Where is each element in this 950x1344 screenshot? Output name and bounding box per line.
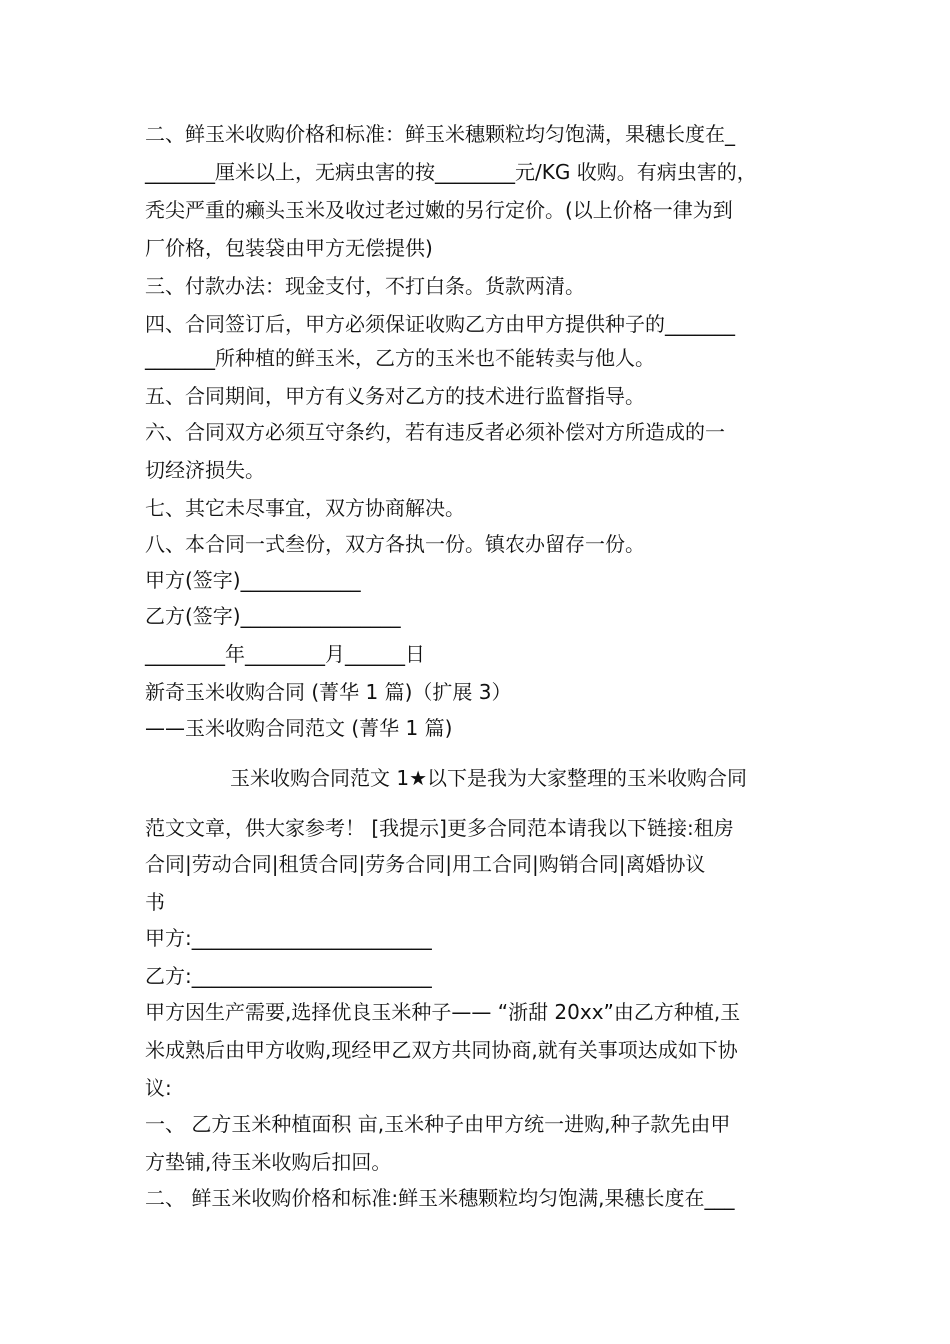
text-line: 议:: [145, 1076, 172, 1100]
text-line: 六、合同双方必须互守条约，若有违反者必须补偿对方所造成的一: [145, 420, 725, 444]
text-line: 玉米收购合同范文 1★以下是我为大家整理的玉米收购合同: [230, 766, 748, 790]
text-line: 范文文章，供大家参考！ [我提示]更多合同范本请我以下链接:租房: [145, 816, 734, 840]
signature-line-party-b: 乙方(签字)________________: [145, 604, 401, 628]
text-line: 合同|劳动合同|租赁合同|劳务合同|用工合同|购销合同|离婚协议: [145, 852, 706, 876]
text-line: 方垫铺,待玉米收购后扣回。: [145, 1150, 392, 1174]
signature-line-party-a: 甲方(签字)____________: [145, 568, 361, 592]
text-line: 八、本合同一式叁份，双方各执一份。镇农办留存一份。: [145, 532, 645, 556]
party-a-field: 甲方:________________________: [145, 926, 432, 950]
text-line: 一、 乙方玉米种植面积 亩,玉米种子由甲方统一进购,种子款先由甲: [145, 1112, 731, 1136]
party-b-field: 乙方:________________________: [145, 964, 432, 988]
text-line: _______厘米以上，无病虫害的按________元/KG 收购。有病虫害的，: [145, 160, 757, 184]
text-line: 厂价格，包装袋由甲方无偿提供): [145, 236, 433, 260]
text-line: 米成熟后由甲方收购,现经甲乙双方共同协商,就有关事项达成如下协: [145, 1038, 738, 1062]
section-subtitle: ——玉米收购合同范文 (菁华 1 篇): [145, 716, 453, 740]
text-line: 甲方因生产需要,选择优良玉米种子—— “浙甜 20xx”由乙方种植,玉: [145, 1000, 741, 1024]
text-line: 二、 鲜玉米收购价格和标准:鲜玉米穗颗粒均匀饱满,果穗长度在___: [145, 1186, 735, 1210]
text-line: 秃尖严重的癞头玉米及收过老过嫩的另行定价。(以上价格一律为到: [145, 198, 733, 222]
text-line: 五、合同期间，甲方有义务对乙方的技术进行监督指导。: [145, 384, 645, 408]
text-line: 二、鲜玉米收购价格和标准：鲜玉米穗颗粒均匀饱满，果穗长度在_: [145, 122, 735, 146]
date-line: ________年________月______日: [145, 642, 425, 666]
text-line: _______所种植的鲜玉米，乙方的玉米也不能转卖与他人。: [145, 346, 655, 370]
text-line: 七、其它未尽事宜，双方协商解决。: [145, 496, 465, 520]
section-title: 新奇玉米收购合同 (菁华 1 篇)（扩展 3）: [145, 680, 512, 704]
text-line: 书: [145, 890, 165, 914]
text-line: 三、付款办法：现金支付，不打白条。货款两清。: [145, 274, 585, 298]
text-line: 四、合同签订后，甲方必须保证收购乙方由甲方提供种子的_______: [145, 312, 735, 336]
text-line: 切经济损失。: [145, 458, 265, 482]
